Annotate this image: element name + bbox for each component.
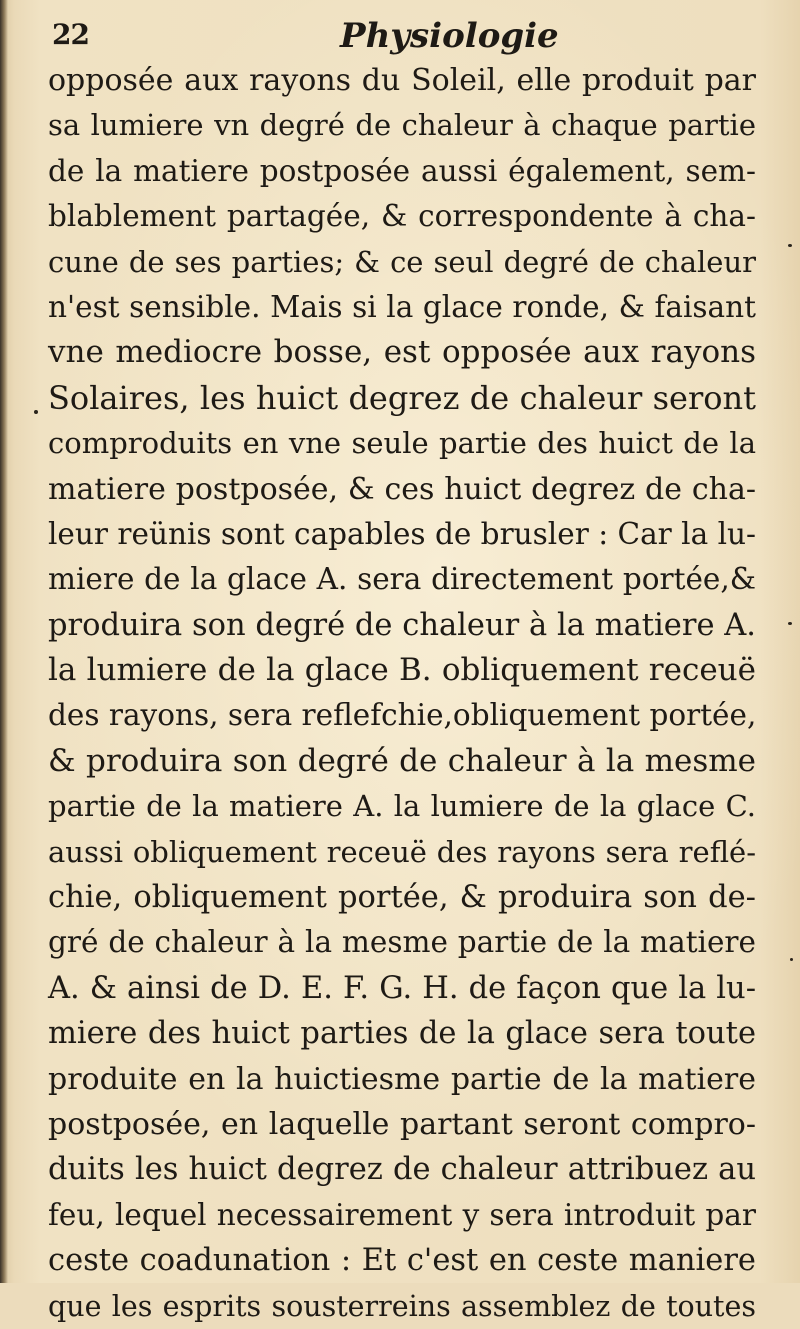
text-line: feu, lequel necessairement y sera introduit par — [48, 1197, 756, 1232]
text-line: duits les huict degrez de chaleur attribuez au — [48, 1152, 756, 1188]
text-line: sa lumiere vn degré de chaleur à chaque partie — [48, 108, 756, 143]
text-line: aussi obliquement receuë des rayons sera reflé- — [48, 834, 756, 869]
margin-speck — [34, 410, 38, 414]
text-line: miere des huict parties de la glace sera toute — [48, 1016, 756, 1052]
text-line: partie de la matiere A. la lumiere de la glace C. — [48, 789, 756, 824]
text-line: ceste coadunation : Et c'est en ceste maniere — [48, 1243, 756, 1279]
text-line: gré de chaleur à la mesme partie de la matiere — [48, 925, 756, 960]
text-line: de la matiere postposée aussi également, sem- — [48, 153, 756, 188]
text-line: produira son degré de chaleur à la matiere A. — [48, 607, 756, 643]
text-line: matiere postposée, & ces huict degrez de cha- — [48, 471, 756, 507]
text-line: comproduits en vne seule partie des huict de la — [48, 426, 756, 461]
margin-speck — [790, 958, 793, 961]
page-header — [52, 14, 752, 64]
text-line: cune de ses parties; & ce seul degré de chaleur — [48, 244, 756, 279]
text-line: vne mediocre bosse, est opposée aux rayons — [48, 334, 756, 371]
text-line: A. & ainsi de D. E. F. G. H. de façon que la lu- — [48, 970, 756, 1006]
text-line: miere de la glace A. sera directement portée,& — [48, 562, 756, 597]
page-number: 22 — [52, 18, 89, 51]
text-line: des rayons, sera reflefchie,obliquement portée, — [48, 698, 757, 733]
text-line: postposée, en laquelle partant seront compro- — [48, 1106, 756, 1142]
margin-speck — [788, 622, 792, 625]
text-line: Solaires, les huict degrez de chaleur seront — [48, 378, 756, 417]
text-line: la lumiere de la glace B. obliquement receuë — [48, 652, 756, 689]
body-text — [48, 58, 756, 1329]
page-gutter-shadow — [0, 0, 8, 1283]
text-line: que les esprits sousterreins assemblez de toutes — [48, 1289, 756, 1323]
text-line: leur reünis sont capables de brusler : Car la lu- — [48, 516, 756, 551]
text-line: opposée aux rayons du Soleil, elle produit par — [48, 63, 756, 98]
text-line: chie, obliquement portée, & produira son de- — [48, 880, 756, 916]
text-line: produite en la huictiesme partie de la matiere — [48, 1061, 756, 1097]
text-line: & produira son degré de chaleur à la mesme — [48, 742, 756, 779]
running-head: Physiologie — [340, 16, 559, 56]
margin-speck — [788, 244, 792, 247]
text-line: blablement partagée, & correspondente à cha- — [48, 199, 756, 234]
text-line: n'est sensible. Mais si la glace ronde, & faisant — [48, 289, 756, 324]
